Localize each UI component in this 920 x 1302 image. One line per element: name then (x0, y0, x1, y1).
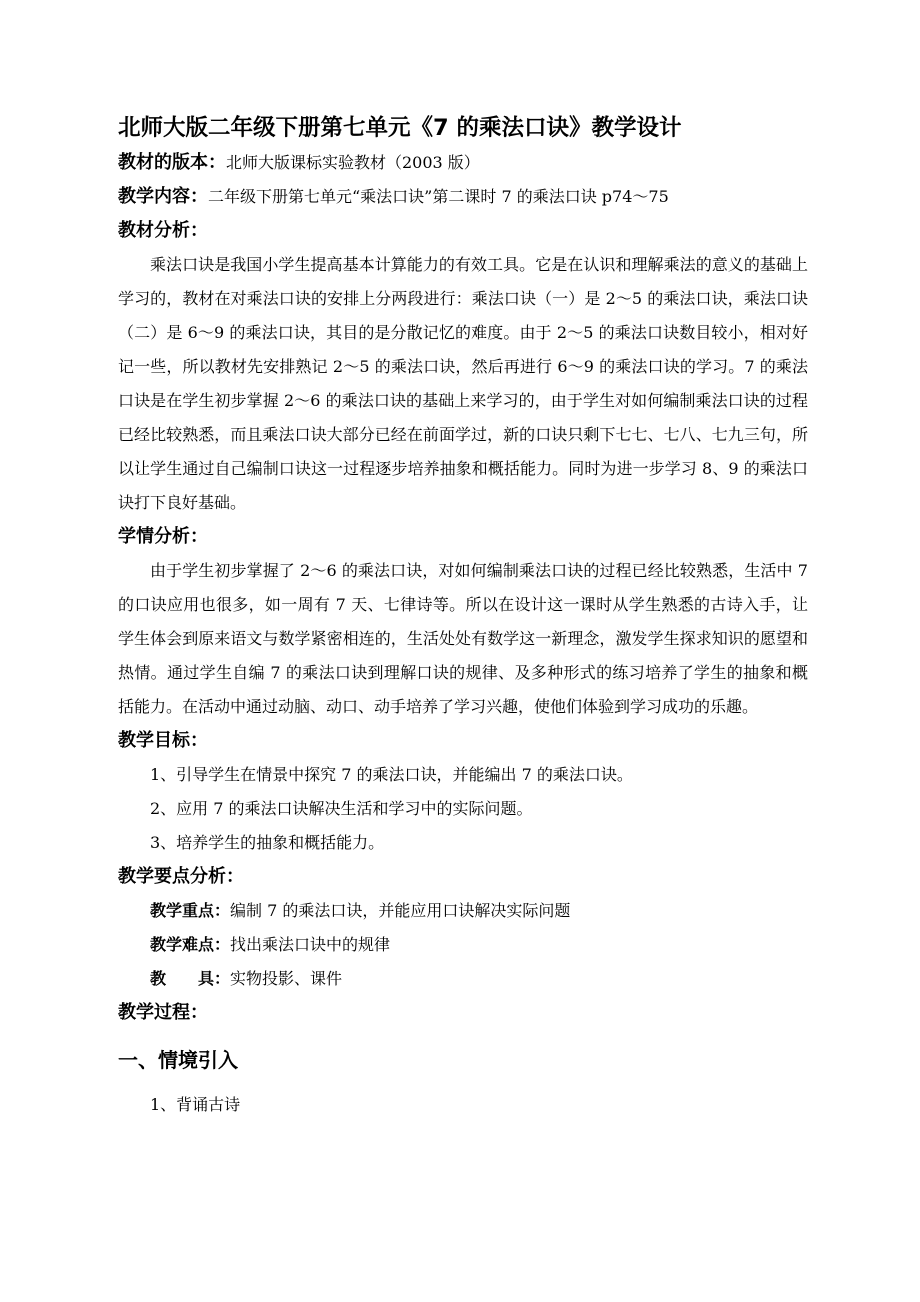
difficulty-line (118, 928, 808, 962)
step-recite-poem: 1、背诵古诗 (150, 1095, 241, 1114)
content-line (118, 180, 808, 214)
document-body (118, 110, 808, 1122)
edition-value: 北师大版课标实验教材（2003 版） (226, 153, 480, 172)
document-title: 北师大版二年级下册第七单元《7 的乘法口诀》教学设计 (118, 115, 682, 141)
focus-line (118, 894, 808, 928)
goal-item-1: 1、引导学生在情景中探究 7 的乘法口诀，并能编出 7 的乘法口诀。 (150, 765, 633, 784)
difficulty-value: 找出乘法口诀中的规律 (230, 935, 391, 954)
goals-heading: 教学目标： (118, 730, 208, 751)
analysis-heading: 教材分析： (118, 220, 208, 241)
focus-label: 教学重点： (150, 901, 231, 920)
content-value: 二年级下册第七单元“乘法口诀”第二课时 7 的乘法口诀 p74～75 (208, 187, 669, 206)
students-heading: 学情分析： (118, 526, 208, 547)
keypoints-heading: 教学要点分析： (118, 866, 244, 887)
tools-value: 实物投影、课件 (230, 969, 343, 988)
goal-item-3: 3、培养学生的抽象和概括能力。 (150, 833, 385, 852)
students-paragraph: 由于学生初步掌握了 2～6 的乘法口诀，对如何编制乘法口诀的过程已经比较熟悉，生活中 7 的口诀应用也很多，如一周有 7 天、七律诗等。所以在设计这一课时从学生熟悉的古诗入手，让学生体会到原来语文与数学紧密相连的，生活处处有数学这一新理念，激发学生探求知识的愿望和热情。通过学生自编 7 的乘法口诀到理解口诀的规律、及多种形式的练习培养了学生的抽象和概括能力。在活动中通过动脑、动口、动手培养了学习兴趣，使他们体验到学习成功的乐趣。 (118, 561, 808, 716)
difficulty-label: 教学难点： (150, 935, 231, 954)
tools-label: 教 具： (150, 969, 231, 988)
goal-item-2: 2、应用 7 的乘法口诀解决生活和学习中的实际问题。 (150, 799, 533, 818)
tools-line (118, 962, 808, 996)
analysis-paragraph: 乘法口诀是我国小学生提高基本计算能力的有效工具。它是在认识和理解乘法的意义的基础上学习的，教材在对乘法口诀的安排上分两段进行：乘法口诀（一）是 2～5 的乘法口诀，乘法口诀（二）是 6～9 的乘法口诀，其目的是分散记忆的难度。由于 2～5 的乘法口诀数目较小，相对好记一些，所以教材先安排熟记 2～5 的乘法口诀，然后再进行 6～9 的乘法口诀的学习。7 的乘法口诀是在学生初步掌握 2～6 的乘法口诀的基础上来学习的，由于学生对如何编制乘法口诀的过程已经比较熟悉，而且乘法口诀大部分已经在前面学过，新的口诀只剩下七七、七八、七九三句，所以让学生通过自己编制口诀这一过程逐步培养抽象和概括能力。同时为进一步学习 8、9 的乘法口诀打下良好基础。 (118, 255, 808, 512)
edition-label: 教材的版本： (118, 152, 226, 173)
content-label: 教学内容： (118, 186, 208, 207)
process-heading: 教学过程： (118, 1002, 208, 1023)
edition-line (118, 146, 808, 180)
focus-value: 编制 7 的乘法口诀，并能应用口诀解决实际问题 (230, 901, 571, 920)
section-intro-heading: 一、情境引入 (118, 1048, 238, 1072)
